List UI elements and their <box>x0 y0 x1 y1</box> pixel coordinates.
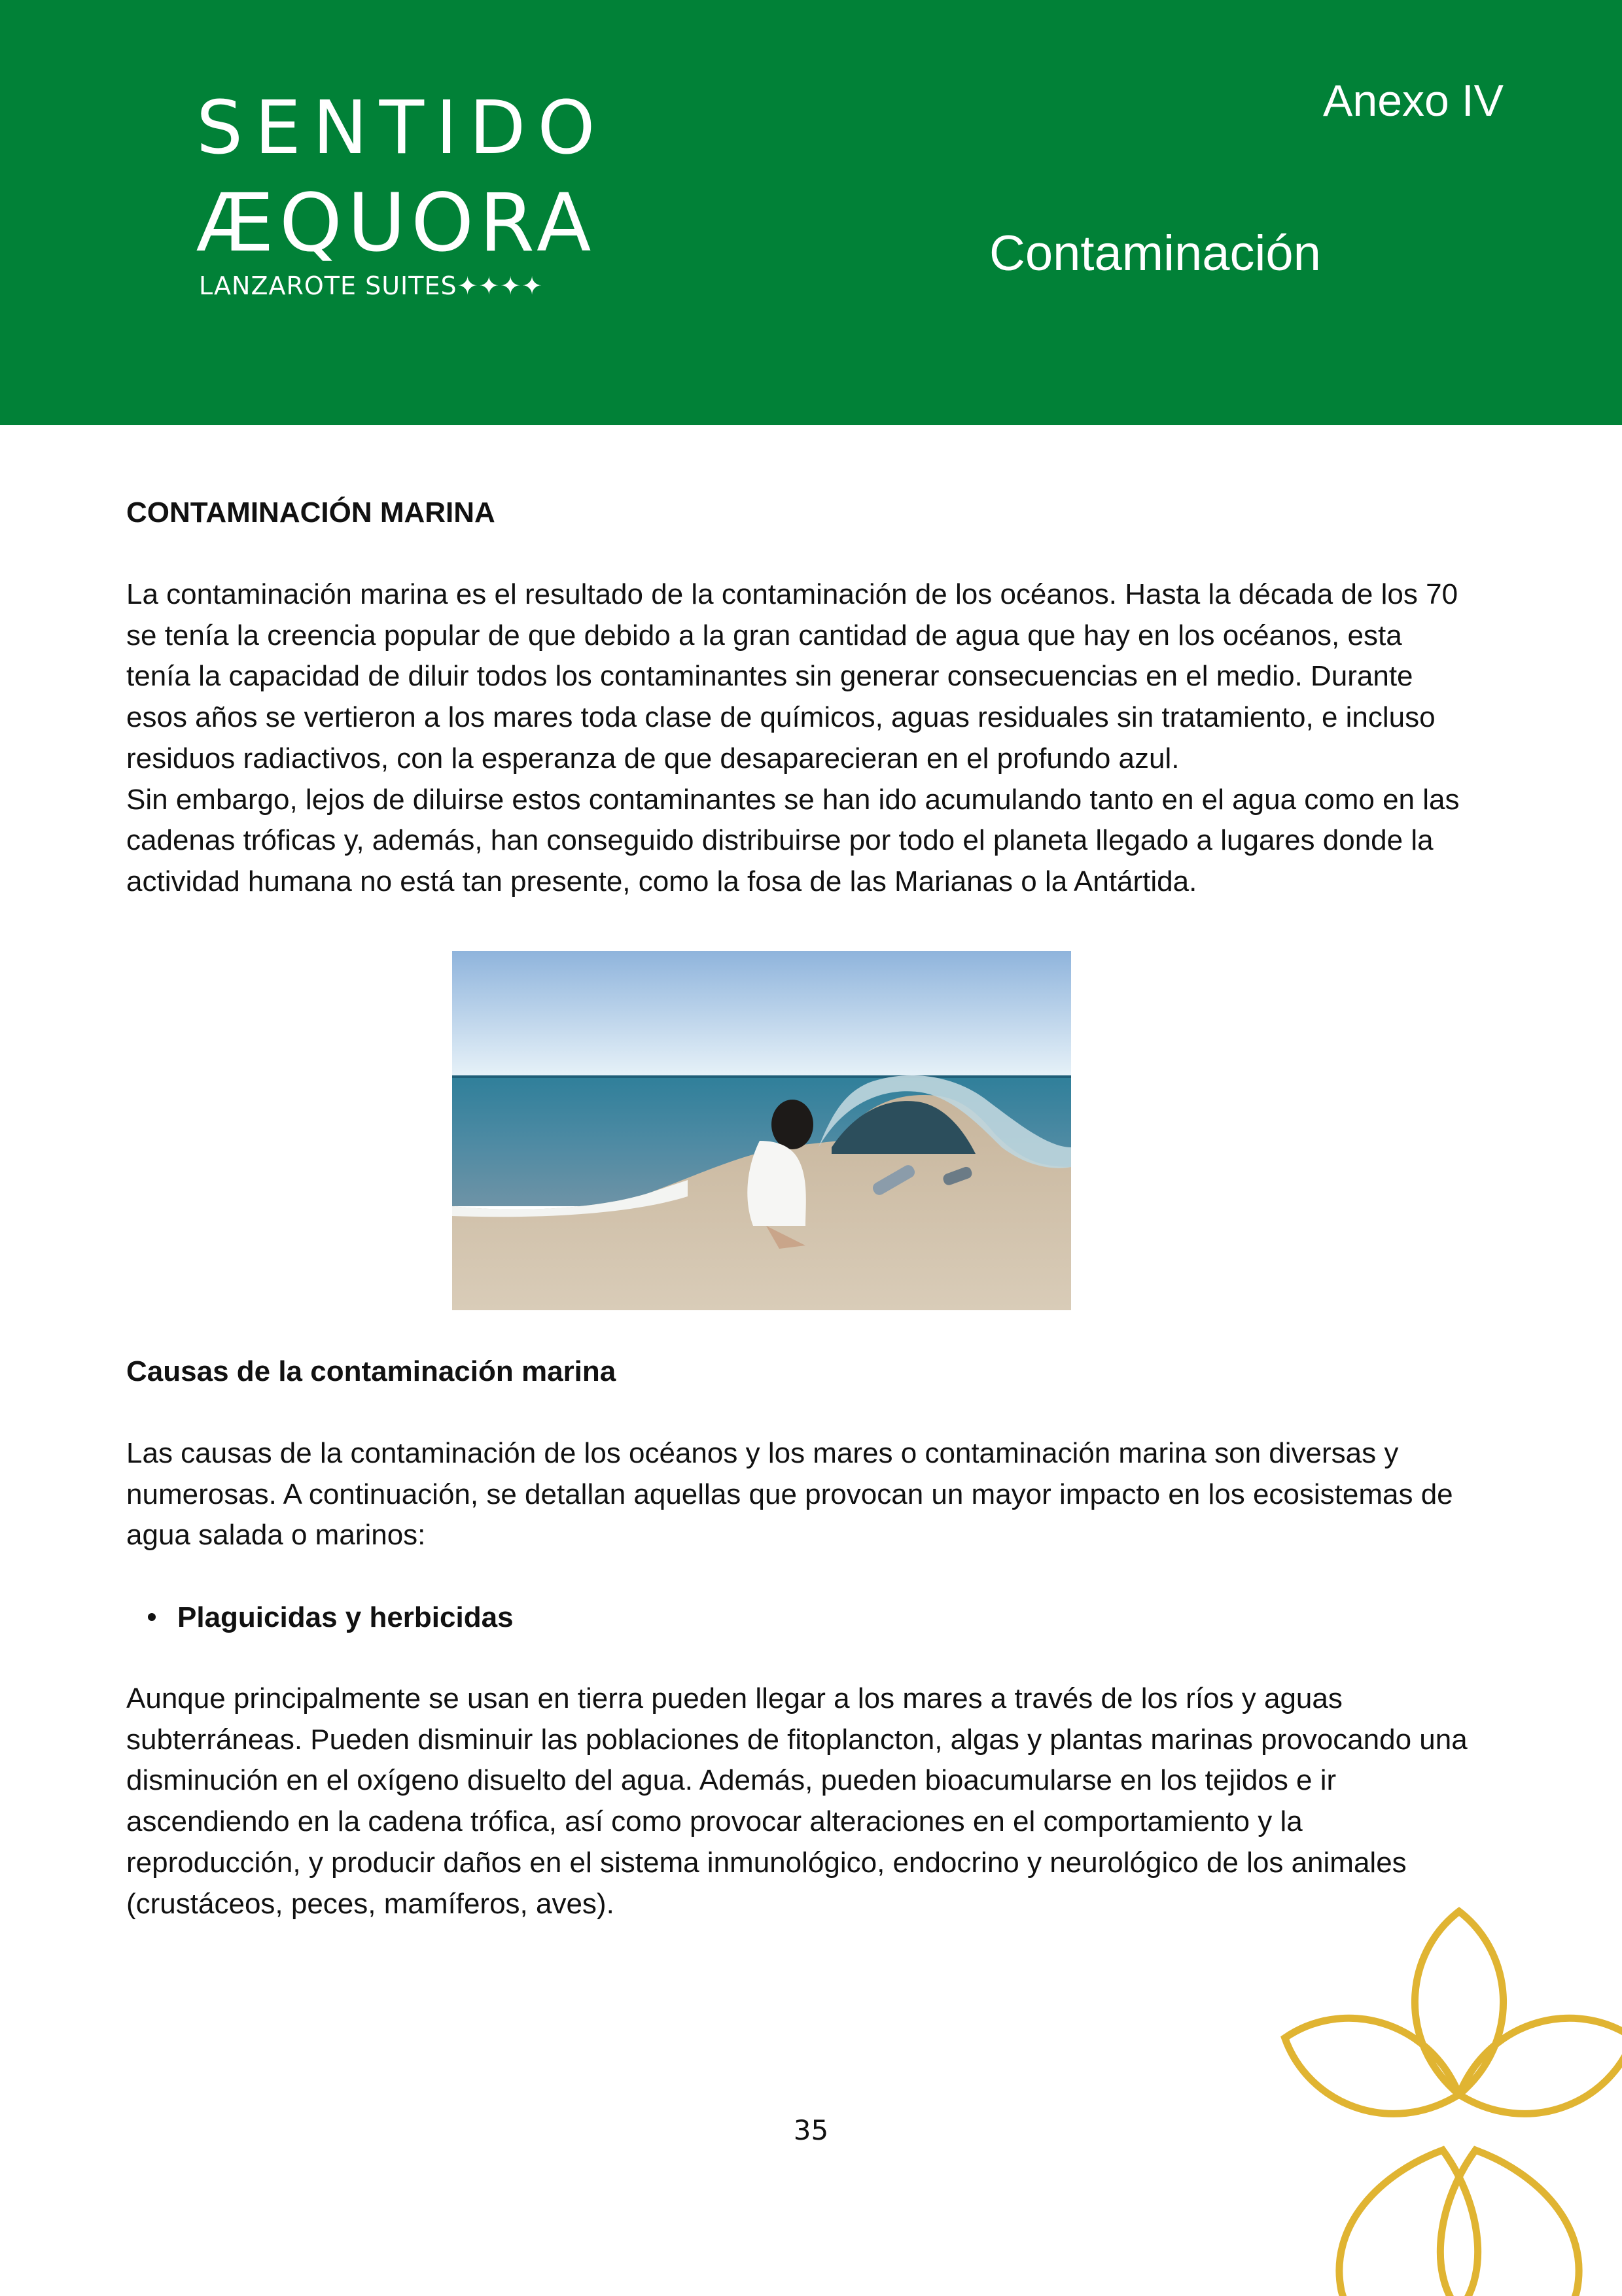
text-line: Sin embargo, lejos de diluirse estos contaminantes se han ido acumulando tanto en el agua como en las <box>126 783 1460 816</box>
paragraph-intro <box>126 574 1526 903</box>
text-line: subterráneas. Pueden disminuir las poblaciones de fitoplancton, algas y plantas marinas provocando una <box>126 1723 1468 1756</box>
text-line: (crustáceos, peces, mamíferos, aves). <box>126 1887 614 1920</box>
ocean-pollution-photo <box>452 951 1071 1310</box>
annex-label: Anexo IV <box>1323 76 1504 126</box>
bullet-pesticides: Plaguicidas y herbicidas <box>177 1601 514 1633</box>
logo-line-2: ÆQUORA <box>196 177 597 270</box>
text-line: disminución en el oxígeno disuelto del agua. Además, pueden bioacumularse en los tejidos e ir <box>126 1764 1337 1797</box>
text-line: ascendiendo en la cadena trófica, así como provocar alteraciones en el comportamiento y la <box>126 1805 1303 1838</box>
text-line: reproducción, y producir daños en el sistema inmunológico, endocrino y neurológico de los animales <box>126 1846 1407 1879</box>
logo-line-1: SENTIDO <box>196 86 607 171</box>
page-header <box>0 0 1622 425</box>
heading-marine-pollution: CONTAMINACIÓN MARINA <box>126 496 495 529</box>
text-line: numerosas. A continuación, se detallan aquellas que provocan un mayor impacto en los ecosistemas de <box>126 1478 1453 1510</box>
text-line: esos años se vertieron a los mares toda clase de químicos, aguas residuales sin tratamiento, e incluso <box>126 701 1436 734</box>
heading-causes: Causas de la contaminación marina <box>126 1355 616 1387</box>
text-line: Aunque principalmente se usan en tierra pueden llegar a los mares a través de los ríos y aguas <box>126 1682 1343 1714</box>
text-line: cadenas tróficas y, además, han conseguido distribuirse por todo el planeta llegado a lugares donde la <box>126 824 1434 857</box>
paragraph-causes <box>126 1433 1526 1556</box>
text-line: agua salada o marinos: <box>126 1519 426 1552</box>
section-title: Contaminación <box>989 226 1321 281</box>
text-line: Las causas de la contaminación de los océanos y los mares o contaminación marina son diversas y <box>126 1437 1399 1469</box>
page-number: 35 <box>793 2114 829 2146</box>
text-line: actividad humana no está tan presente, como la fosa de las Marianas o la Antártida. <box>126 865 1197 897</box>
text-line: residuos radiactivos, con la esperanza de que desaparecieran en el profundo azul. <box>126 742 1180 774</box>
text-line: tenía la capacidad de diluir todos los contaminantes sin generar consecuencias en el medio. Durante <box>126 660 1413 693</box>
logo-line-3: LANZAROTE SUITES✦✦✦✦ <box>199 271 543 300</box>
bullet-icon <box>148 1613 156 1621</box>
flower-decoration-icon <box>1210 1884 1622 2296</box>
text-line: La contaminación marina es el resultado de la contaminación de los océanos. Hasta la década de los 70 <box>126 578 1458 610</box>
text-line: se tenía la creencia popular de que debido a la gran cantidad de agua que hay en los océanos, esta <box>126 619 1402 652</box>
